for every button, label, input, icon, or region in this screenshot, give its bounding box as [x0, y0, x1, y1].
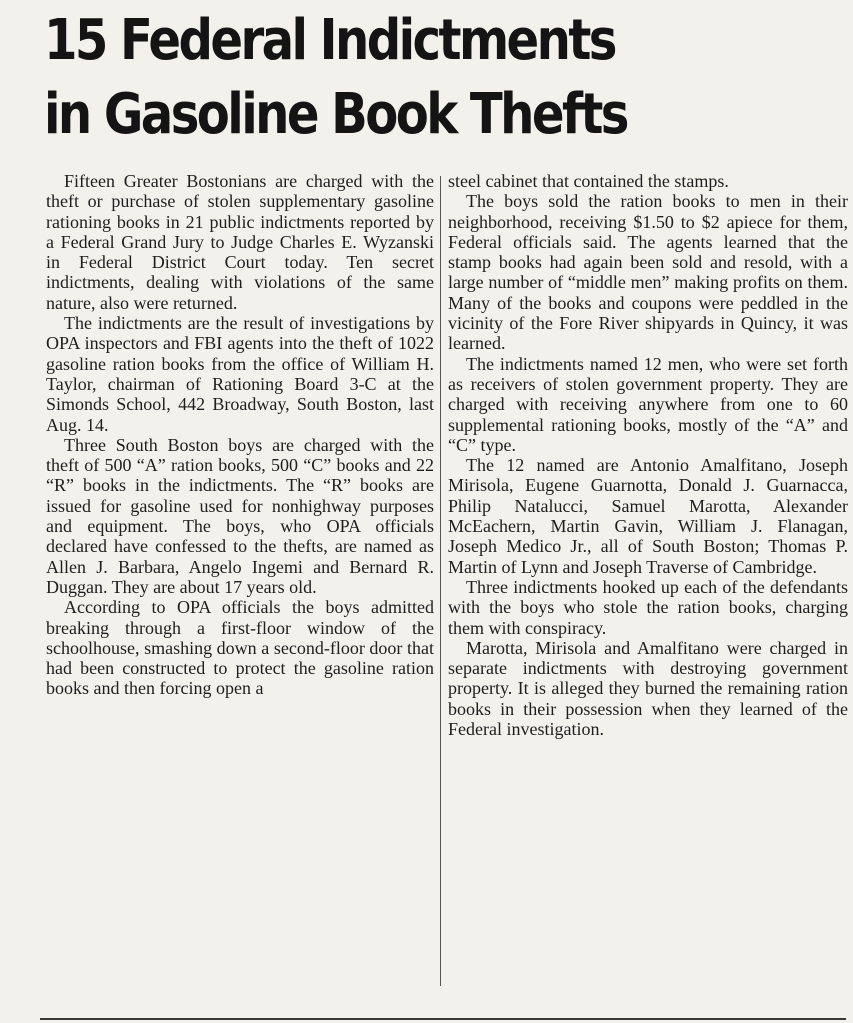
headline-line-2: in Gasoline Book Thefts [44, 82, 627, 147]
paragraph-6: The indictments named 12 men, who were set forth as receivers of stolen government property. They are charged with receiving anywhere from one to 60 supplemental rationing books, mostly of the “A” and “C” type. [448, 353, 848, 455]
paragraph-4: According to OPA officials the boys admitted breaking through a first-floor window of the schoolhouse, smashing down a second-floor door that had been constructed to protect the gasoline ration books and then forcing open a [46, 597, 434, 699]
paragraph-2: The indictments are the result of investigations by OPA inspectors and FBI agents into the theft of 1022 gasoline ration books from the office of William H. Taylor, chairman of Rationing Board 3-C at the Simonds School, 442 Broadway, South Boston, last Aug. 14. [46, 313, 434, 435]
paragraph-5: The boys sold the ration books to men in their neighborhood, receiving $1.50 to $2 apiece for them, Federal officials said. The agents learned that the stamp books had again been sold and resold, with a large number of “middle men” making profits on them. Many of the books and coupons were peddled in the vicinity of the Fore River shipyards in Quincy, it was learned. [448, 191, 848, 354]
right-column [448, 171, 848, 739]
left-column [46, 171, 434, 699]
paragraph-4-continued: steel cabinet that contained the stamps. [448, 171, 729, 191]
headline-line-1: 15 Federal Indictments [44, 8, 615, 73]
paragraph-3: Three South Boston boys are charged with the theft of 500 “A” ration books, 500 “C” books and 22 “R” books in the indictments. The “R” books are issued for gasoline used for nonhighway purposes and equipment. The boys, who OPA officials declared have confessed to the thefts, are named as Allen J. Barbara, Angelo Ingemi and Bernard R. Duggan. They are about 17 years old. [46, 434, 434, 597]
paragraph-8: Three indictments hooked up each of the defendants with the boys who stole the ration books, charging them with conspiracy. [448, 576, 848, 638]
column-divider [440, 176, 441, 986]
bottom-rule [40, 1018, 846, 1020]
paragraph-1: Fifteen Greater Bostonians are charged with the theft or purchase of stolen supplementary gasoline rationing books in 21 public indictments reported by a Federal Grand Jury to Judge Charles E. Wyzanski in Federal District Court today. Ten secret indictments, dealing with violations of the same nature, also were returned. [46, 171, 434, 313]
paragraph-9: Marotta, Mirisola and Amalfitano were charged in separate indictments with destroying government property. It is alleged they burned the remaining ration books in their possession when they learned of the Federal investigation. [448, 637, 848, 740]
headline [44, 4, 732, 152]
paragraph-7: The 12 named are Antonio Amalfitano, Joseph Mirisola, Eugene Guarnotta, Donald J. Guarnacca, Philip Natalucci, Samuel Marotta, Alexander McEachern, Martin Gavin, William J. Flanagan, Joseph Medico Jr., all of South Boston; Thomas P. Martin of Lynn and Joseph Traverse of Cambridge. [448, 455, 848, 577]
